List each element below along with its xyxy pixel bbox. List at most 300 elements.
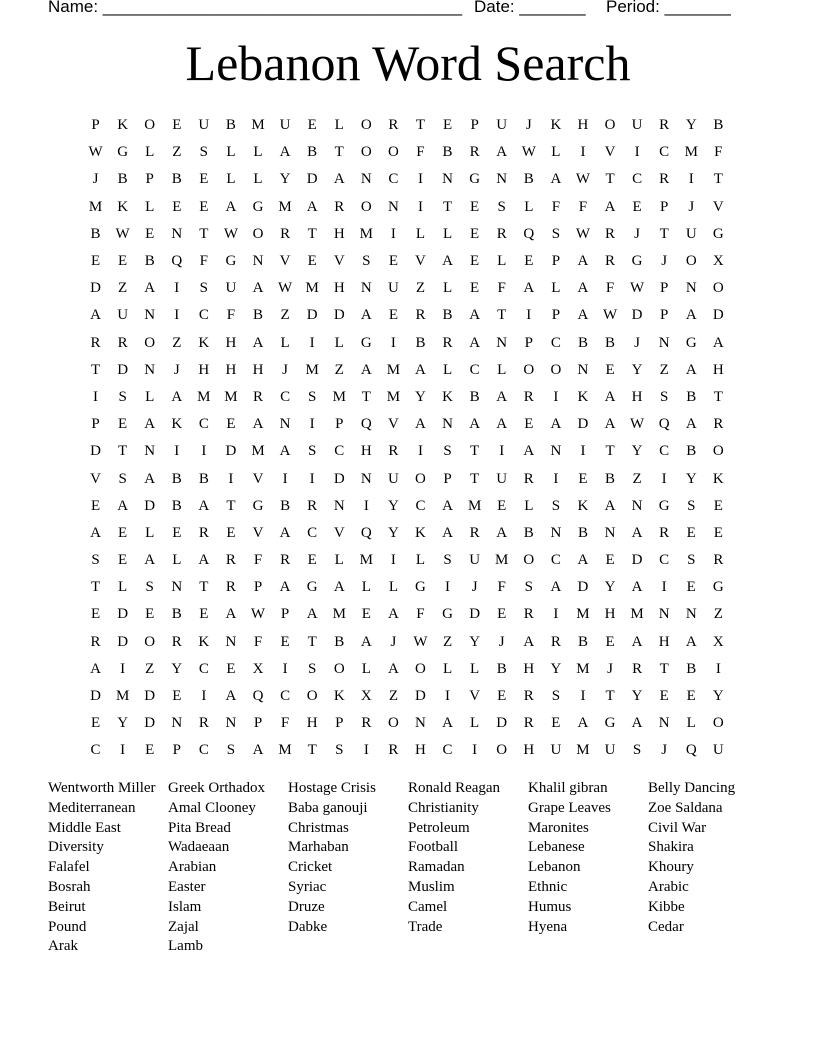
grid-letter[interactable]: X bbox=[712, 253, 724, 270]
grid-letter[interactable]: R bbox=[361, 715, 372, 732]
grid-letter[interactable]: G bbox=[658, 497, 670, 514]
grid-letter[interactable]: U bbox=[712, 742, 724, 759]
grid-letter[interactable]: R bbox=[388, 742, 399, 759]
grid-letter[interactable]: J bbox=[661, 253, 668, 270]
grid-letter[interactable]: A bbox=[90, 307, 101, 324]
grid-letter[interactable]: H bbox=[523, 742, 535, 759]
grid-letter[interactable]: A bbox=[306, 606, 318, 623]
grid-letter[interactable]: C bbox=[90, 742, 101, 759]
grid-letter[interactable]: Z bbox=[172, 144, 182, 161]
grid-letter[interactable]: S bbox=[687, 497, 696, 514]
grid-letter[interactable]: A bbox=[577, 280, 589, 297]
grid-letter[interactable]: J bbox=[92, 171, 99, 188]
grid-letter[interactable]: F bbox=[551, 198, 561, 215]
grid-letter[interactable]: S bbox=[660, 388, 669, 405]
grid-letter[interactable]: A bbox=[604, 388, 616, 405]
grid-letter[interactable]: Q bbox=[360, 524, 372, 541]
grid-letter[interactable]: N bbox=[442, 171, 453, 188]
grid-letter[interactable]: N bbox=[658, 606, 670, 623]
grid-letter[interactable]: A bbox=[523, 633, 535, 650]
grid-letter[interactable]: T bbox=[659, 225, 669, 242]
grid-letter[interactable]: I bbox=[472, 742, 478, 759]
grid-letter[interactable]: E bbox=[470, 225, 480, 242]
grid-letter[interactable]: R bbox=[496, 225, 507, 242]
grid-letter[interactable]: A bbox=[577, 552, 589, 569]
grid-letter[interactable]: D bbox=[712, 307, 724, 324]
grid-letter[interactable]: F bbox=[253, 633, 263, 650]
grid-letter[interactable]: K bbox=[577, 388, 589, 405]
grid-letter[interactable]: M bbox=[197, 388, 211, 405]
grid-letter[interactable]: A bbox=[333, 171, 345, 188]
grid-letter[interactable]: R bbox=[469, 524, 480, 541]
grid-letter[interactable]: C bbox=[550, 552, 561, 569]
grid-letter[interactable]: M bbox=[278, 198, 292, 215]
grid-letter[interactable]: E bbox=[118, 416, 128, 433]
grid-letter[interactable]: S bbox=[307, 660, 317, 677]
grid-letter[interactable]: A bbox=[360, 633, 372, 650]
grid-letter[interactable]: E bbox=[497, 606, 507, 623]
grid-letter[interactable]: T bbox=[605, 171, 615, 188]
grid-letter[interactable]: E bbox=[713, 497, 723, 514]
grid-letter[interactable]: Y bbox=[279, 171, 291, 188]
grid-letter[interactable]: L bbox=[524, 198, 534, 215]
grid-letter[interactable]: D bbox=[90, 280, 101, 297]
grid-letter[interactable]: N bbox=[658, 334, 670, 351]
grid-letter[interactable]: A bbox=[469, 416, 481, 433]
grid-letter[interactable]: M bbox=[630, 606, 644, 623]
grid-letter[interactable]: N bbox=[171, 579, 183, 596]
grid-letter[interactable]: F bbox=[226, 307, 236, 324]
grid-letter[interactable]: D bbox=[144, 497, 156, 514]
grid-letter[interactable]: L bbox=[551, 144, 561, 161]
grid-letter[interactable]: F bbox=[578, 198, 588, 215]
grid-letter[interactable]: B bbox=[415, 334, 426, 351]
grid-letter[interactable]: Y bbox=[604, 579, 616, 596]
grid-letter[interactable]: X bbox=[252, 660, 264, 677]
grid-letter[interactable]: F bbox=[605, 280, 615, 297]
grid-letter[interactable]: G bbox=[252, 497, 264, 514]
grid-letter[interactable]: B bbox=[442, 144, 453, 161]
grid-letter[interactable]: B bbox=[225, 117, 236, 134]
grid-letter[interactable]: L bbox=[145, 388, 155, 405]
grid-letter[interactable]: F bbox=[253, 552, 263, 569]
grid-letter[interactable]: W bbox=[630, 416, 645, 433]
grid-letter[interactable]: S bbox=[145, 579, 154, 596]
grid-letter[interactable]: E bbox=[497, 688, 507, 705]
grid-letter[interactable]: W bbox=[575, 225, 591, 242]
grid-letter[interactable]: P bbox=[660, 307, 669, 324]
grid-letter[interactable]: C bbox=[415, 497, 426, 514]
grid-letter[interactable]: Q bbox=[685, 742, 697, 759]
grid-letter[interactable]: V bbox=[333, 253, 345, 270]
grid-letter[interactable]: L bbox=[497, 253, 507, 270]
grid-letter[interactable]: V bbox=[90, 470, 101, 487]
grid-letter[interactable]: I bbox=[499, 443, 505, 460]
grid-letter[interactable]: G bbox=[712, 225, 724, 242]
grid-letter[interactable]: L bbox=[415, 552, 426, 569]
grid-letter[interactable]: E bbox=[388, 307, 398, 324]
grid-letter[interactable]: B bbox=[253, 307, 264, 324]
grid-letter[interactable]: E bbox=[307, 253, 317, 270]
grid-letter[interactable]: Z bbox=[280, 307, 290, 324]
grid-letter[interactable]: Y bbox=[387, 524, 399, 541]
grid-letter[interactable]: N bbox=[415, 715, 426, 732]
grid-letter[interactable]: A bbox=[685, 361, 697, 378]
grid-letter[interactable]: Y bbox=[387, 497, 399, 514]
grid-letter[interactable]: E bbox=[470, 253, 480, 270]
grid-letter[interactable]: G bbox=[117, 144, 129, 161]
grid-letter[interactable]: A bbox=[90, 524, 101, 541]
grid-letter[interactable]: P bbox=[660, 198, 669, 215]
grid-letter[interactable]: P bbox=[91, 416, 100, 433]
grid-letter[interactable]: G bbox=[712, 579, 724, 596]
grid-letter[interactable]: T bbox=[442, 198, 453, 215]
grid-letter[interactable]: M bbox=[251, 117, 265, 134]
grid-letter[interactable]: U bbox=[496, 117, 508, 134]
grid-letter[interactable]: E bbox=[118, 524, 128, 541]
grid-letter[interactable]: I bbox=[201, 688, 207, 705]
grid-letter[interactable]: D bbox=[333, 307, 345, 324]
grid-letter[interactable]: G bbox=[685, 334, 697, 351]
grid-letter[interactable]: E bbox=[605, 361, 615, 378]
grid-letter[interactable]: C bbox=[280, 688, 291, 705]
grid-letter[interactable]: N bbox=[333, 497, 345, 514]
grid-letter[interactable]: H bbox=[658, 633, 670, 650]
grid-letter[interactable]: U bbox=[225, 280, 237, 297]
grid-letter[interactable]: M bbox=[684, 144, 698, 161]
grid-letter[interactable]: H bbox=[333, 225, 345, 242]
grid-letter[interactable]: K bbox=[550, 117, 562, 134]
grid-letter[interactable]: I bbox=[120, 742, 126, 759]
grid-letter[interactable]: M bbox=[115, 688, 130, 705]
grid-letter[interactable]: A bbox=[550, 579, 562, 596]
grid-letter[interactable]: T bbox=[497, 307, 507, 324]
grid-letter[interactable]: E bbox=[199, 198, 209, 215]
grid-letter[interactable]: E bbox=[497, 497, 507, 514]
grid-letter[interactable]: E bbox=[199, 606, 209, 623]
grid-letter[interactable]: L bbox=[334, 334, 344, 351]
grid-letter[interactable]: A bbox=[469, 307, 481, 324]
grid-letter[interactable]: I bbox=[580, 443, 586, 460]
grid-letter[interactable]: S bbox=[335, 742, 344, 759]
grid-letter[interactable]: H bbox=[252, 361, 264, 378]
grid-letter[interactable]: S bbox=[226, 742, 236, 759]
grid-letter[interactable]: Q bbox=[171, 253, 183, 270]
grid-letter[interactable]: E bbox=[172, 524, 182, 541]
grid-letter[interactable]: N bbox=[577, 361, 589, 378]
grid-letter[interactable]: G bbox=[225, 253, 237, 270]
grid-letter[interactable]: A bbox=[631, 633, 643, 650]
grid-letter[interactable]: F bbox=[416, 144, 425, 161]
grid-letter[interactable]: P bbox=[660, 280, 669, 297]
grid-letter[interactable]: G bbox=[415, 579, 426, 596]
grid-letter[interactable]: C bbox=[659, 443, 670, 460]
grid-letter[interactable]: P bbox=[524, 334, 533, 351]
grid-letter[interactable]: R bbox=[198, 715, 209, 732]
grid-letter[interactable]: A bbox=[496, 144, 508, 161]
grid-letter[interactable]: J bbox=[634, 334, 641, 351]
grid-letter[interactable]: L bbox=[172, 552, 182, 569]
grid-letter[interactable]: X bbox=[712, 633, 724, 650]
grid-letter[interactable]: I bbox=[390, 334, 396, 351]
grid-letter[interactable]: D bbox=[496, 715, 508, 732]
grid-letter[interactable]: L bbox=[361, 579, 371, 596]
grid-letter[interactable]: U bbox=[387, 470, 399, 487]
grid-letter[interactable]: I bbox=[445, 688, 451, 705]
grid-letter[interactable]: Y bbox=[685, 117, 697, 134]
grid-letter[interactable]: U bbox=[604, 742, 616, 759]
grid-letter[interactable]: A bbox=[360, 307, 372, 324]
grid-letter[interactable]: N bbox=[171, 715, 183, 732]
grid-letter[interactable]: B bbox=[523, 171, 534, 188]
grid-letter[interactable]: C bbox=[198, 660, 209, 677]
grid-letter[interactable]: H bbox=[631, 388, 643, 405]
grid-letter[interactable]: I bbox=[309, 334, 315, 351]
grid-letter[interactable]: R bbox=[632, 660, 643, 677]
grid-letter[interactable]: E bbox=[686, 524, 696, 541]
grid-letter[interactable]: W bbox=[575, 171, 591, 188]
grid-letter[interactable]: V bbox=[333, 524, 345, 541]
grid-letter[interactable]: L bbox=[145, 524, 155, 541]
grid-letter[interactable]: E bbox=[361, 606, 371, 623]
grid-letter[interactable]: A bbox=[198, 497, 210, 514]
grid-letter[interactable]: E bbox=[226, 660, 236, 677]
grid-letter[interactable]: C bbox=[334, 443, 345, 460]
grid-letter[interactable]: R bbox=[388, 443, 399, 460]
grid-letter[interactable]: U bbox=[469, 552, 481, 569]
grid-letter[interactable]: N bbox=[225, 715, 237, 732]
grid-letter[interactable]: C bbox=[442, 742, 453, 759]
grid-letter[interactable]: E bbox=[145, 225, 155, 242]
grid-letter[interactable]: M bbox=[576, 742, 590, 759]
grid-letter[interactable]: K bbox=[198, 334, 210, 351]
grid-letter[interactable]: Z bbox=[713, 606, 723, 623]
grid-letter[interactable]: Z bbox=[334, 361, 344, 378]
grid-letter[interactable]: R bbox=[659, 171, 670, 188]
grid-letter[interactable]: A bbox=[306, 198, 318, 215]
grid-letter[interactable]: R bbox=[90, 633, 101, 650]
grid-letter[interactable]: X bbox=[360, 688, 372, 705]
grid-letter[interactable]: R bbox=[225, 552, 236, 569]
grid-letter[interactable]: N bbox=[496, 334, 508, 351]
grid-letter[interactable]: P bbox=[443, 470, 452, 487]
grid-letter[interactable]: E bbox=[90, 497, 101, 514]
grid-letter[interactable]: B bbox=[171, 606, 182, 623]
grid-letter[interactable]: S bbox=[199, 280, 209, 297]
grid-letter[interactable]: O bbox=[387, 144, 399, 161]
grid-letter[interactable]: V bbox=[469, 688, 481, 705]
grid-letter[interactable]: L bbox=[442, 280, 453, 297]
grid-letter[interactable]: W bbox=[278, 280, 293, 297]
grid-letter[interactable]: L bbox=[280, 334, 290, 351]
grid-letter[interactable]: G bbox=[252, 198, 264, 215]
grid-letter[interactable]: F bbox=[714, 144, 723, 161]
grid-letter[interactable]: D bbox=[144, 715, 156, 732]
grid-letter[interactable]: L bbox=[253, 144, 263, 161]
grid-letter[interactable]: N bbox=[685, 606, 697, 623]
grid-letter[interactable]: I bbox=[661, 470, 667, 487]
grid-letter[interactable]: J bbox=[634, 225, 641, 242]
grid-letter[interactable]: B bbox=[496, 660, 507, 677]
grid-letter[interactable]: W bbox=[521, 144, 536, 161]
grid-letter[interactable]: C bbox=[469, 361, 480, 378]
grid-letter[interactable]: R bbox=[442, 334, 453, 351]
grid-letter[interactable]: I bbox=[553, 606, 559, 623]
grid-letter[interactable]: H bbox=[306, 715, 318, 732]
grid-letter[interactable]: Y bbox=[631, 443, 643, 460]
grid-letter[interactable]: I bbox=[174, 307, 180, 324]
grid-letter[interactable]: R bbox=[469, 144, 480, 161]
grid-letter[interactable]: H bbox=[198, 361, 210, 378]
grid-letter[interactable]: S bbox=[199, 144, 209, 161]
grid-letter[interactable]: N bbox=[252, 253, 264, 270]
grid-letter[interactable]: A bbox=[415, 361, 426, 378]
grid-letter[interactable]: V bbox=[712, 198, 724, 215]
grid-letter[interactable]: Z bbox=[415, 280, 426, 297]
grid-letter[interactable]: Y bbox=[469, 633, 481, 650]
grid-letter[interactable]: D bbox=[90, 688, 101, 705]
grid-letter[interactable]: I bbox=[93, 388, 99, 405]
grid-letter[interactable]: A bbox=[469, 334, 481, 351]
grid-letter[interactable]: T bbox=[307, 225, 317, 242]
grid-letter[interactable]: O bbox=[387, 715, 399, 732]
grid-letter[interactable]: B bbox=[577, 633, 588, 650]
grid-letter[interactable]: P bbox=[335, 715, 344, 732]
grid-letter[interactable]: P bbox=[253, 579, 263, 596]
grid-letter[interactable]: H bbox=[577, 117, 589, 134]
grid-letter[interactable]: N bbox=[360, 280, 372, 297]
grid-letter[interactable]: A bbox=[550, 171, 562, 188]
grid-letter[interactable]: R bbox=[225, 579, 236, 596]
grid-letter[interactable]: L bbox=[118, 579, 128, 596]
grid-letter[interactable]: M bbox=[495, 552, 509, 569]
grid-letter[interactable]: E bbox=[90, 606, 101, 623]
grid-letter[interactable]: A bbox=[604, 497, 616, 514]
grid-letter[interactable]: F bbox=[280, 715, 290, 732]
grid-letter[interactable]: J bbox=[607, 660, 613, 677]
grid-letter[interactable]: E bbox=[145, 606, 155, 623]
grid-letter[interactable]: Z bbox=[659, 361, 669, 378]
grid-letter[interactable]: E bbox=[605, 552, 615, 569]
grid-letter[interactable]: V bbox=[387, 416, 399, 433]
grid-letter[interactable]: D bbox=[469, 606, 481, 623]
grid-letter[interactable]: A bbox=[279, 579, 291, 596]
grid-letter[interactable]: N bbox=[496, 171, 508, 188]
grid-letter[interactable]: R bbox=[713, 552, 724, 569]
grid-letter[interactable]: A bbox=[631, 715, 643, 732]
grid-letter[interactable]: N bbox=[225, 633, 237, 650]
grid-letter[interactable]: A bbox=[577, 715, 589, 732]
grid-letter[interactable]: P bbox=[145, 171, 154, 188]
grid-letter[interactable]: R bbox=[90, 334, 101, 351]
grid-letter[interactable]: Z bbox=[118, 280, 128, 297]
grid-letter[interactable]: Z bbox=[145, 660, 155, 677]
grid-letter[interactable]: A bbox=[333, 579, 345, 596]
grid-letter[interactable]: A bbox=[577, 253, 589, 270]
grid-letter[interactable]: A bbox=[442, 715, 453, 732]
grid-letter[interactable]: O bbox=[712, 280, 724, 297]
grid-letter[interactable]: J bbox=[390, 633, 397, 650]
grid-letter[interactable]: C bbox=[388, 171, 399, 188]
grid-letter[interactable]: P bbox=[470, 117, 479, 134]
grid-letter[interactable]: L bbox=[226, 144, 236, 161]
grid-letter[interactable]: M bbox=[88, 198, 103, 215]
grid-letter[interactable]: U bbox=[117, 307, 129, 324]
grid-letter[interactable]: B bbox=[469, 388, 480, 405]
grid-letter[interactable]: A bbox=[252, 280, 264, 297]
grid-letter[interactable]: G bbox=[306, 579, 318, 596]
grid-letter[interactable]: T bbox=[605, 688, 615, 705]
grid-letter[interactable]: A bbox=[387, 660, 399, 677]
grid-letter[interactable]: A bbox=[496, 524, 508, 541]
grid-letter[interactable]: H bbox=[333, 280, 345, 297]
grid-letter[interactable]: L bbox=[442, 225, 453, 242]
grid-letter[interactable]: L bbox=[361, 660, 371, 677]
grid-letter[interactable]: A bbox=[550, 416, 562, 433]
grid-letter[interactable]: O bbox=[360, 198, 372, 215]
grid-letter[interactable]: D bbox=[144, 688, 156, 705]
grid-letter[interactable]: E bbox=[226, 524, 236, 541]
grid-letter[interactable]: S bbox=[551, 225, 561, 242]
grid-letter[interactable]: I bbox=[201, 443, 207, 460]
grid-letter[interactable]: I bbox=[390, 225, 396, 242]
grid-letter[interactable]: A bbox=[279, 443, 291, 460]
grid-letter[interactable]: S bbox=[362, 253, 371, 270]
grid-letter[interactable]: T bbox=[307, 633, 317, 650]
grid-letter[interactable]: E bbox=[199, 171, 209, 188]
grid-letter[interactable]: A bbox=[577, 307, 589, 324]
grid-letter[interactable]: A bbox=[631, 524, 643, 541]
grid-letter[interactable]: K bbox=[415, 524, 426, 541]
grid-letter[interactable]: S bbox=[551, 497, 561, 514]
grid-letter[interactable]: L bbox=[415, 225, 426, 242]
grid-letter[interactable]: O bbox=[523, 552, 535, 569]
grid-letter[interactable]: I bbox=[526, 307, 532, 324]
grid-letter[interactable]: E bbox=[226, 416, 236, 433]
grid-letter[interactable]: A bbox=[442, 253, 453, 270]
grid-letter[interactable]: D bbox=[306, 307, 318, 324]
grid-letter[interactable]: E bbox=[686, 579, 696, 596]
grid-letter[interactable]: M bbox=[359, 225, 373, 242]
grid-letter[interactable]: K bbox=[333, 688, 345, 705]
grid-letter[interactable]: R bbox=[523, 388, 534, 405]
grid-letter[interactable]: O bbox=[496, 742, 508, 759]
grid-letter[interactable]: R bbox=[523, 470, 534, 487]
grid-letter[interactable]: O bbox=[712, 443, 724, 460]
grid-letter[interactable]: O bbox=[144, 117, 156, 134]
grid-letter[interactable]: I bbox=[580, 144, 586, 161]
grid-letter[interactable]: I bbox=[228, 470, 234, 487]
grid-letter[interactable]: S bbox=[307, 443, 317, 460]
grid-letter[interactable]: A bbox=[252, 334, 264, 351]
grid-letter[interactable]: V bbox=[604, 144, 616, 161]
grid-letter[interactable]: M bbox=[386, 361, 401, 378]
grid-letter[interactable]: V bbox=[252, 470, 264, 487]
grid-letter[interactable]: W bbox=[602, 307, 618, 324]
grid-letter[interactable]: L bbox=[551, 280, 561, 297]
grid-letter[interactable]: A bbox=[496, 416, 508, 433]
grid-letter[interactable]: D bbox=[333, 470, 345, 487]
grid-letter[interactable]: T bbox=[361, 388, 371, 405]
grid-letter[interactable]: N bbox=[550, 524, 562, 541]
grid-letter[interactable]: P bbox=[280, 606, 290, 623]
grid-letter[interactable]: I bbox=[309, 416, 315, 433]
grid-letter[interactable]: D bbox=[631, 307, 643, 324]
grid-letter[interactable]: H bbox=[604, 606, 616, 623]
grid-letter[interactable]: D bbox=[577, 416, 589, 433]
grid-letter[interactable]: T bbox=[90, 579, 101, 596]
grid-letter[interactable]: B bbox=[171, 470, 182, 487]
